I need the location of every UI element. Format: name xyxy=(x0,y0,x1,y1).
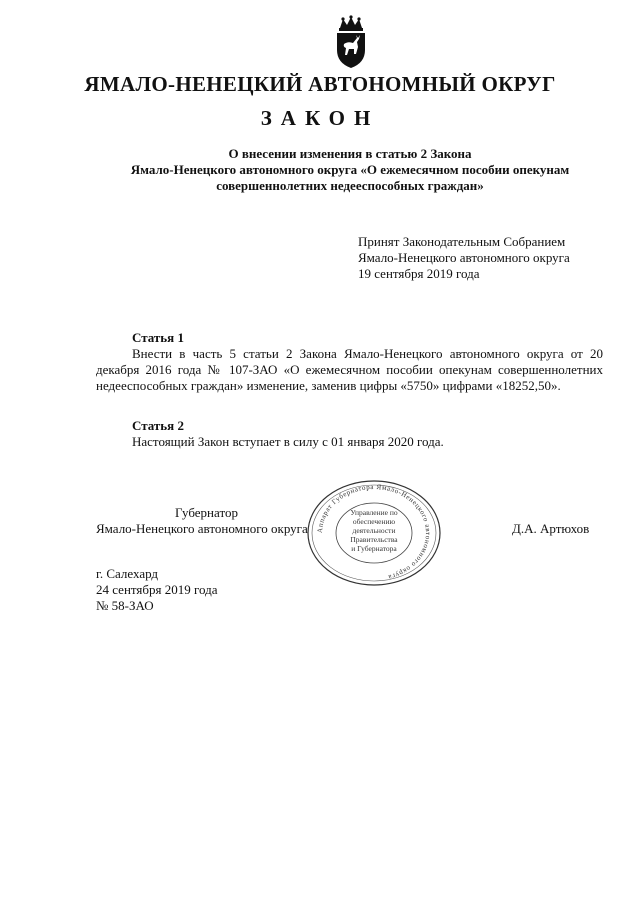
signatory-name: Д.А. Артюхов xyxy=(512,521,590,536)
article-1-title: Статья 1 xyxy=(132,330,184,345)
signatory-region: Ямало-Ненецкого автономного округа xyxy=(96,521,308,536)
article-2-text: Настоящий Закон вступает в силу с 01 января 2020 года. xyxy=(132,434,444,449)
law-number: № 58-ЗАО xyxy=(96,598,154,613)
region-title: ЯМАЛО-НЕНЕЦКИЙ АВТОНОМНЫЙ ОКРУГ xyxy=(84,72,556,96)
stamp-line: и Губернатора xyxy=(351,544,397,553)
stamp-outer-text: Аппарат Губернатора Ямало-Ненецкого автономного округа xyxy=(315,482,433,582)
stamp-line: обеспечению xyxy=(352,517,396,526)
adoption-date: 19 сентября 2019 года xyxy=(358,266,480,281)
document-type: ЗАКОН xyxy=(260,106,380,130)
article-2-title: Статья 2 xyxy=(132,418,184,433)
subject-line: совершеннолетних недееспособных граждан» xyxy=(216,178,484,193)
city: г. Салехард xyxy=(96,566,159,581)
coat-of-arms-icon xyxy=(330,14,372,70)
official-stamp xyxy=(304,478,444,588)
adoption-info xyxy=(358,234,570,282)
subject-line: О внесении изменения в статью 2 Закона xyxy=(228,146,472,161)
stamp-line: Управление по xyxy=(350,508,398,517)
signatory-position: Губернатор xyxy=(175,505,238,520)
place-date-number xyxy=(96,566,218,614)
adoption-line: Ямало-Ненецкого автономного округа xyxy=(358,250,570,265)
adoption-line: Принят Законодательным Собранием xyxy=(358,234,566,249)
law-subject xyxy=(90,146,610,194)
subject-line: Ямало-Ненецкого автономного округа «О ежемесячном пособии опекунам xyxy=(130,162,570,177)
stamp-line: деятельности xyxy=(352,526,396,535)
signing-date: 24 сентября 2019 года xyxy=(96,582,218,597)
article-1-text: Внести в часть 5 статьи 2 Закона Ямало-Ненецкого автономного округа от 20 декабря 2016 года № 107-ЗАО «О ежемесячном пособии опекунам совершеннолетних недееспособных граждан» изменение, заменив цифры «5750» цифрами «18252,50». xyxy=(96,346,603,393)
stamp-line: Правительства xyxy=(350,535,398,544)
